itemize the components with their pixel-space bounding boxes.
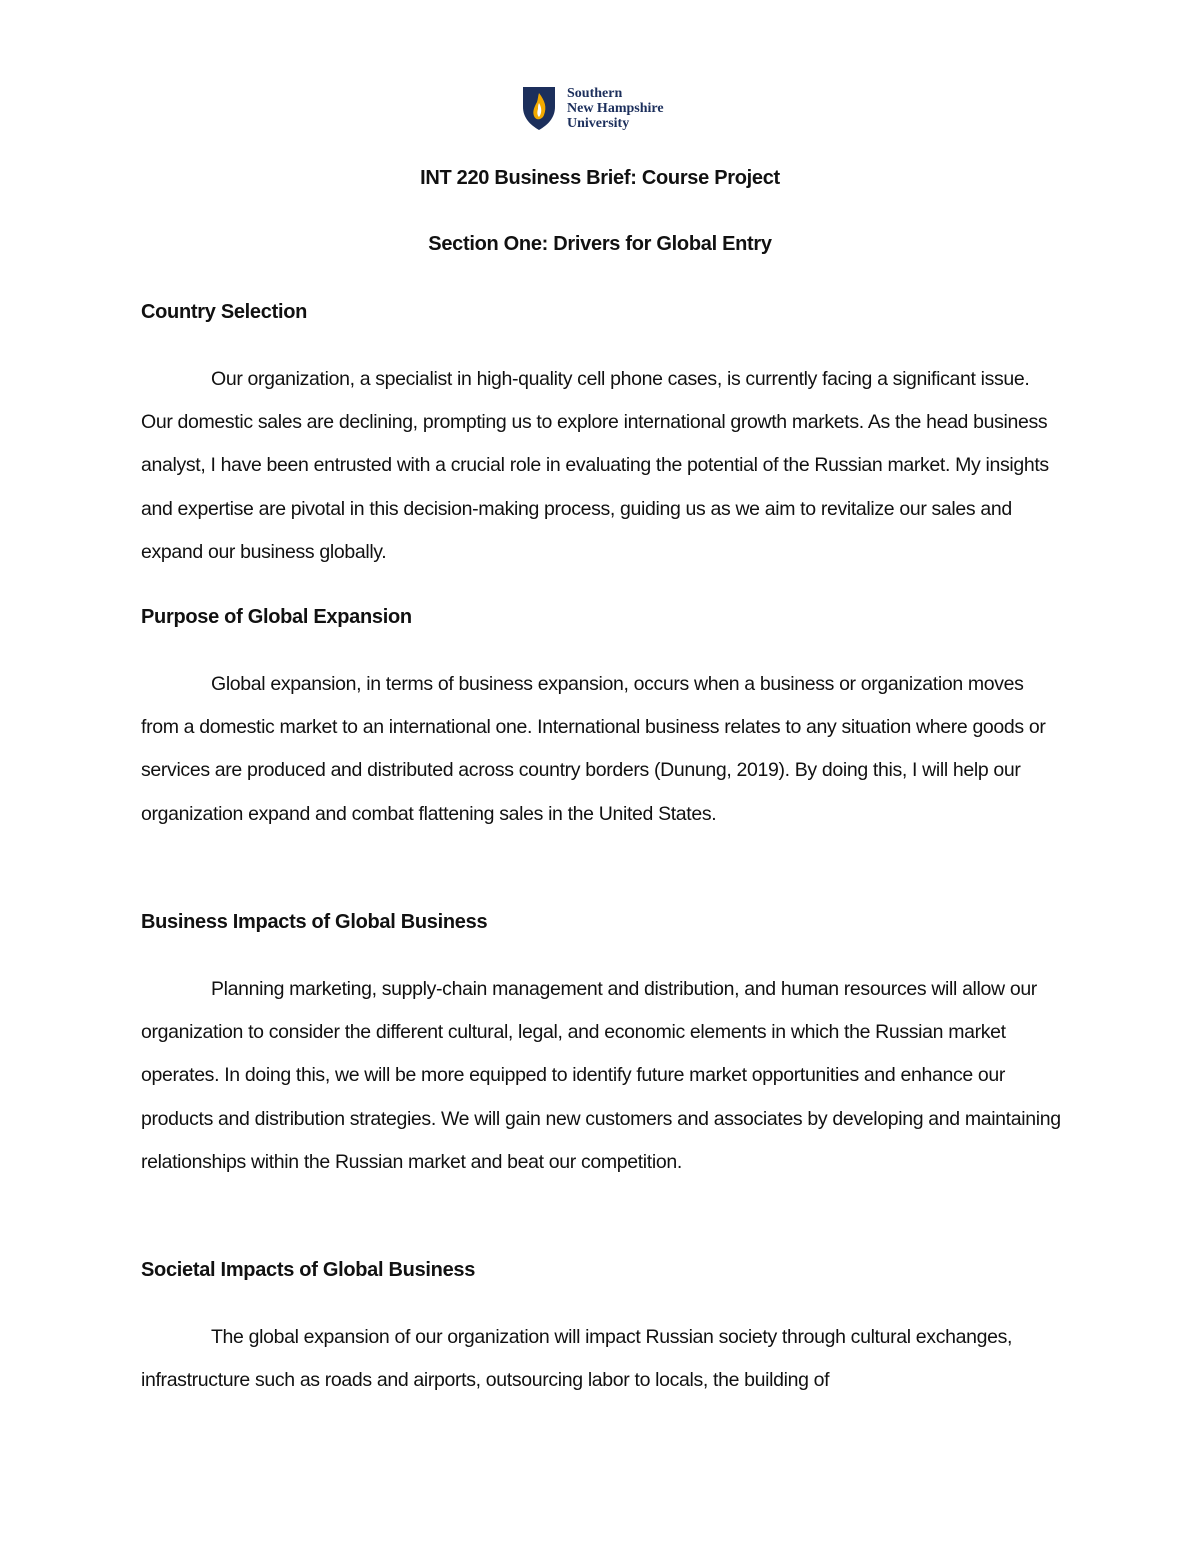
heading-societal-impacts: Societal Impacts of Global Business	[141, 1259, 476, 1281]
document-title: INT 220 Business Brief: Course Project	[420, 167, 780, 189]
heading-country-selection: Country Selection	[141, 301, 308, 323]
heading-business-impacts: Business Impacts of Global Business	[141, 911, 488, 933]
logo-line-2: New Hampshire	[567, 100, 664, 116]
paragraph-purpose-global-expansion: Global expansion, in terms of business expansion, occurs when a business or organization moves from a domestic market to an international one. International business relates to any situation where goods or services are produced and distributed across country borders (Dunung, 2019). By doing this, I will help our organization expand and combat flattening sales in the United States.	[141, 673, 1046, 825]
heading-purpose-global-expansion: Purpose of Global Expansion	[141, 606, 412, 628]
logo-line-3: University	[567, 115, 630, 131]
section-title: Section One: Drivers for Global Entry	[428, 233, 772, 255]
shield-flame-icon	[521, 85, 557, 131]
logo-line-1: Southern	[567, 85, 623, 101]
paragraph-business-impacts: Planning marketing, supply-chain management and distribution, and human resources will allow our organization to consider the different cultural, legal, and economic elements in which the Russian market operates. In doing this, we will be more equipped to identify future market opportunities and enhance our products and distribution strategies. We will gain new customers and associates by developing and maintaining relationships within the Russian market and beat our competition.	[141, 978, 1061, 1173]
logo-wordmark	[567, 86, 664, 131]
paragraph-societal-impacts: The global expansion of our organization will impact Russian society through cultural exchanges, infrastructure such as roads and airports, outsourcing labor to locals, the building of	[141, 1326, 1013, 1392]
paragraph-country-selection: Our organization, a specialist in high-quality cell phone cases, is currently facing a significant issue. Our domestic sales are declining, prompting us to explore international growth markets. As the head business analyst, I have been entrusted with a crucial role in evaluating the potential of the Russian market. My insights and expertise are pivotal in this decision-making process, guiding us as we aim to revitalize our sales and expand our business globally.	[141, 368, 1049, 563]
university-logo	[521, 84, 664, 132]
